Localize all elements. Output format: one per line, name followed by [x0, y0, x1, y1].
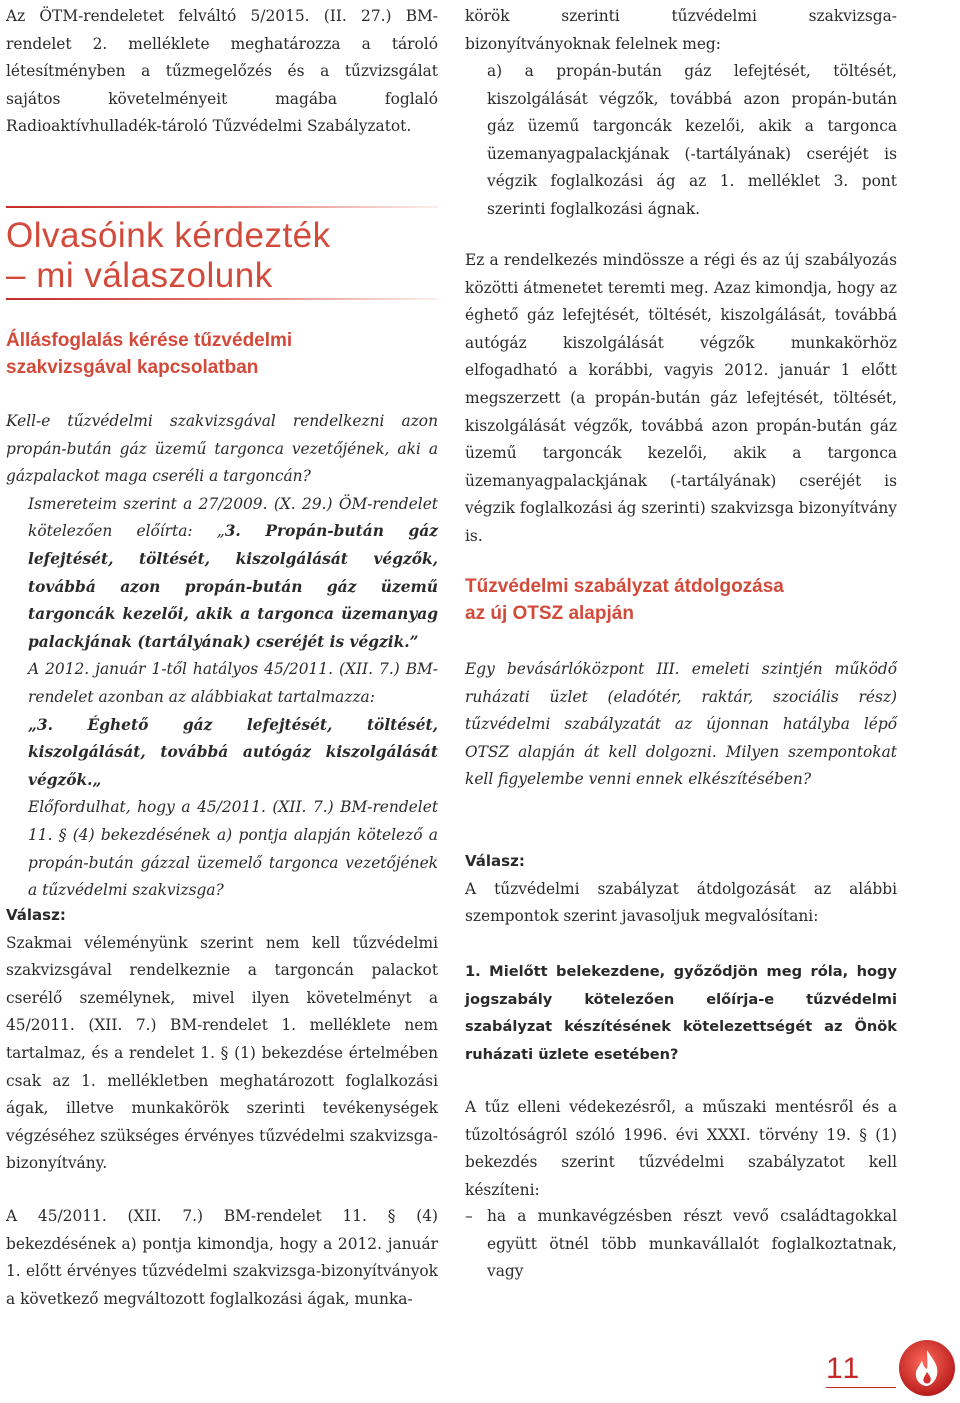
continuation-paragraph-3: Ez a rendelkezés mindössze a régi és az új szabályozás közötti átmenetet teremti meg. Azaz kimondja, hogy az éghető gáz lefejtését, töltését, kiszolgálását, továbbá autógáz kiszolgálását végzők munkakörhöz elfogadható a korábbi, vagyis 2012. január 1 előtt megszerzett (a propán-bután gáz lefejtését, töltését, kiszolgálását végzők, továbbá azon propán-bután gáz üzemű targoncák kezelői, akik a targonca üzemanyagpalackjának (-tartályának) cseréjét is végzik foglalkozási ág szerinti) szakvizsga bizonyítvány is. [465, 251, 897, 545]
question-2-paragraph: Egy bevásárlóközpont III. emeleti szintjén működő ruházati üzlet (eladótér, raktár, szociális rész) tűzvédelmi szabályzatát az újonnan hatályba lépő OTSZ alapján át kell dolgozni. Milyen szempontokat kell figyelembe venni ennek elkészítésében? [465, 660, 897, 789]
answer-2-block [465, 848, 897, 931]
subtitle-2-line-2: az új OTSZ alapján [465, 603, 634, 624]
section-rule-top [6, 206, 438, 208]
page-number-underline [826, 1387, 896, 1388]
flame-logo-icon [897, 1338, 957, 1398]
intro-paragraph: Az ÖTM-rendeletet felváltó 5/2015. (II. 27.) BM-rendelet 2. melléklete meghatározza a tároló létesítményben a tűzmegelőzés és a tűzvizsgálat sajátos követelményeit magába foglaló Radioaktívhulladék-tároló Tűzvédelmi Szabályzatot. [6, 7, 438, 136]
section-title-line-2: – mi válaszolunk [6, 256, 273, 295]
section-title [6, 216, 438, 296]
question-2-quote: 3. Propán-bután gáz lefejtését, töltését, kiszolgálását végzők, továbbá azon propán-bután gáz üzemű targoncák kezelői, akik a targonca üzemanyag palackjának (tartályának) cseréjét is végzik. [28, 522, 438, 651]
section-rule-bottom [6, 298, 438, 300]
answer-paragraph-1: Szakmai véleményünk szerint nem kell tűzvédelmi szakvizsgával rendelkeznie a targoncán palackot cserélő személynek, mivel ilyen követelményt a 45/2011. (XII. 7.) BM-rendelet 1. melléklete nem tartalmaz, és a rendelet 1. § (1) bekezdése értelmében csak az 1. mellékletben meghatározott foglalkozási ágak, illetve munkakörök szerinti tevékenységek végzéséhez szükséges érvényes tűzvédelmi szakvizsga-bizonyítvány. [6, 933, 438, 1173]
question-block [6, 408, 438, 905]
question-subtitle-2 [465, 573, 897, 627]
point-1: 1. Mielőtt belekezdene, győződjön meg róla, hogy jogszabály kötelezően előírja-e tűzvédelmi szabályzat készítésének kötelezettségét az Önök ruházati üzlete esetében? [465, 963, 897, 1063]
continuation-paragraph-1: körök szerinti tűzvédelmi szakvizsga-bizonyítványoknak felelnek meg: [465, 7, 897, 53]
question-paragraph-5: Előfordulhat, hogy a 45/2011. (XII. 7.) BM-rendelet 11. § (4) bekezdésének a) pontja alapján kötelező a propán-bután gázzal üzemelő targonca vezetőjének a tűzvédelmi szakvizsga? [28, 798, 438, 900]
answer-paragraph-2: A 45/2011. (XII. 7.) BM-rendelet 11. § (4) bekezdésének a) pontja kimondja, hogy a 2012. január 1. előtt érvényes tűzvédelmi szakvizsga-bizonyítványok a következő megváltozott foglalkozási ágak, munka- [6, 1207, 438, 1308]
answer-2-paragraph-2: A tűz elleni védekezésről, a műszaki mentésről és a tűzoltóságról szóló 1996. évi XXXI. törvény 19. § (1) bekezdés szerint tűzvédelmi szabályzatot kell készíteni: [465, 1098, 897, 1199]
question-paragraph-2 [6, 491, 438, 657]
question-4-open: „ [28, 715, 37, 734]
answer-label: Válasz: [6, 906, 66, 924]
answer-block [6, 902, 438, 1178]
question-paragraph-3: A 2012. január 1-től hatályos 45/2011. (XII. 7.) BM-rendelet azonban az alábbiakat tartalmazza: [28, 660, 438, 706]
question-2-lead: Ismereteim szerint a 27/2009. (X. 29.) ÖM-rendelet kötelezően előírta: „ [28, 494, 438, 541]
question-4-quote: 3. Éghető gáz lefejtését, töltését, kiszolgálását, továbbá autógáz kiszolgálását végzők. [28, 715, 438, 789]
dash-list-item [465, 1203, 897, 1286]
answer-2-paragraph-1: A tűzvédelmi szabályzat átdolgozását az alábbi szempontok szerint javasoljuk megvalósítani: [465, 879, 897, 926]
subtitle-2-line-1: Tűzvédelmi szabályzat átdolgozása [465, 576, 784, 597]
subtitle-line-1: Állásfoglalás kérése tűzvédelmi [6, 330, 293, 351]
continuation-paragraph-2: a) a propán-bután gáz lefejtését, töltését, kiszolgálását végzők, továbbá azon propán-bután gáz üzemű targoncák kezelői, akik a targonca üzemanyagpalackjának (-tartályának) cseréjét is végzik foglalkozási ág az 1. melléklet 3. pont szerinti foglalkozási ágnak. [487, 62, 897, 218]
question-subtitle [6, 327, 438, 381]
answer-2-label: Válasz: [465, 852, 525, 870]
question-paragraph-1: Kell-e tűzvédelmi szakvizsgával rendelkezni azon propán-bután gáz üzemű targonca vezetőjének, aki a gázpalackot maga cseréli a targoncán? [6, 412, 438, 486]
page-number: 11 [826, 1352, 862, 1385]
section-title-line-1: Olvasóink kérdezték [6, 216, 331, 255]
dash-marker: – [465, 1207, 473, 1225]
question-paragraph-4 [6, 712, 438, 795]
subtitle-line-2: szakvizsgával kapcsolatban [6, 357, 259, 378]
dash-item-text: ha a munkavégzésben részt vevő családtagokkal együtt ötnél több munkavállalót foglalkoztatnak, vagy [487, 1207, 897, 1281]
question-4-close: „ [92, 770, 102, 789]
question-2-close: ” [409, 632, 419, 651]
